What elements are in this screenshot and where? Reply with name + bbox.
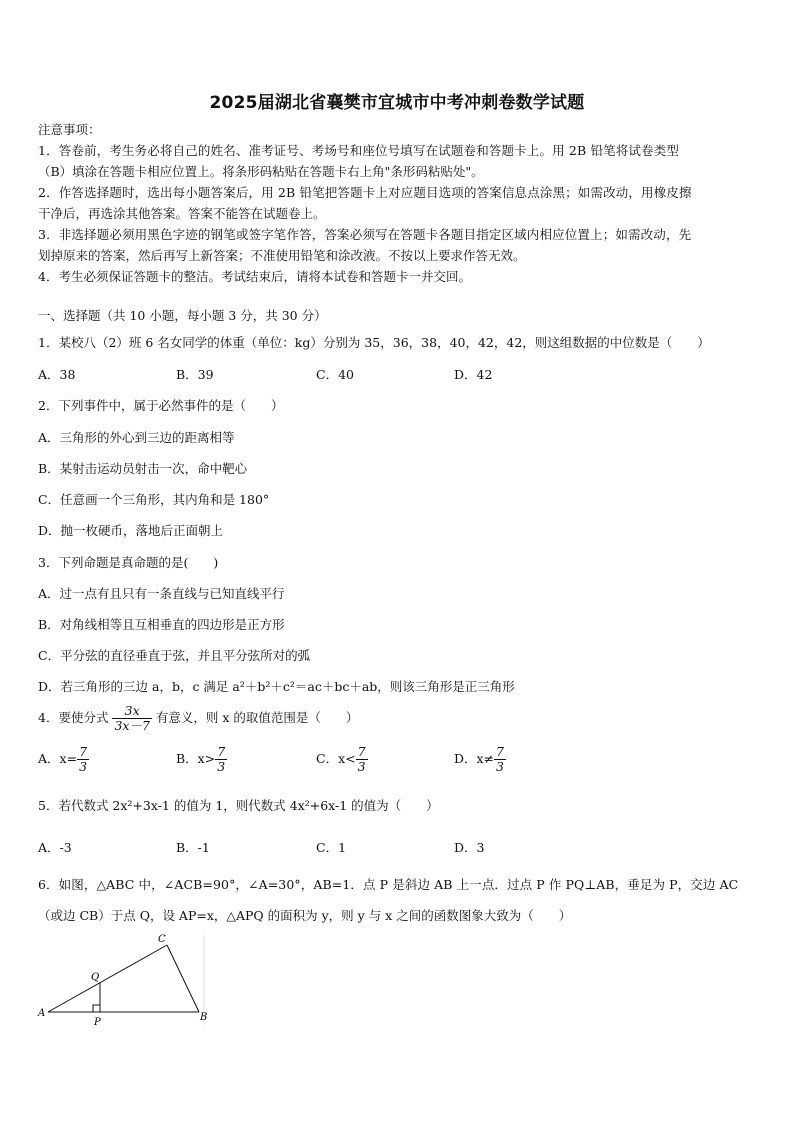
q3-option-b: B．对角线相等且互相垂直的四边形是正方形 (38, 617, 285, 632)
notice-line: 1．答卷前，考生务必将自己的姓名、准考证号、考场号和座位号填写在试题卷和答题卡上。用 2B 铅笔将试卷类型 (38, 143, 679, 158)
q5-option-a: A．-3 (38, 840, 72, 855)
q4-option-b-label: B．x> (176, 751, 216, 766)
section-heading: 一、选择题（共 10 小题，每小题 3 分，共 30 分） (38, 308, 327, 323)
q4-fraction-denominator: 3x－7 (114, 718, 150, 733)
q3-option-d: D．若三角形的三边 a，b，c 满足 a²＋b²＋c²＝ac＋bc＋ab，则该三角形是正三角形 (38, 679, 515, 694)
q5-option-b: B．-1 (176, 840, 210, 855)
side-cb (167, 945, 199, 1012)
q4-fraction-numerator: 3x (124, 703, 140, 718)
triangle-figure (34, 930, 214, 1030)
q4-option-d (454, 745, 506, 774)
q2-option-c: C．任意画一个三角形，其内角和是 180° (38, 492, 270, 507)
notice-line: 4．考生必须保证答题卡的整洁。考试结束后，请将本试卷和答题卡一并交回。 (38, 269, 471, 284)
denominator: 3 (496, 759, 504, 774)
q2-option-a: A．三角形的外心到三边的距离相等 (38, 430, 235, 445)
notice-line: 干净后，再选涂其他答案。答案不能答在试题卷上。 (38, 206, 326, 221)
q4-option-a-fraction (77, 745, 89, 774)
q1-option-c: C．40 (316, 367, 354, 382)
q5-option-c: C．1 (316, 840, 347, 855)
label-p: P (94, 1017, 101, 1028)
q4-option-c-label: C．x< (316, 751, 356, 766)
label-q: Q (91, 972, 100, 983)
notice-line: （B）填涂在答题卡相应位置上。将条形码粘贴在答题卡右上角"条形码粘贴处"。 (38, 164, 484, 179)
side-ac (48, 945, 167, 1012)
q4-option-a-label: A．x= (38, 751, 78, 766)
q4-option-b (176, 745, 227, 774)
q2-option-d: D．抛一枚硬币，落地后正面朝上 (38, 523, 224, 538)
label-c: C (158, 934, 166, 945)
q1-option-a: A．38 (38, 367, 76, 382)
page-title: 2025届湖北省襄樊市宜城市中考冲刺卷数学试题 (209, 93, 585, 113)
numerator: 7 (217, 744, 226, 759)
question-2-stem: 2．下列事件中，属于必然事件的是（ ） (38, 398, 284, 413)
notice-line: 2．作答选择题时，选出每小题答案后，用 2B 铅笔把答题卡上对应题目选项的答案信息点涂黑；如需改动，用橡皮擦 (38, 185, 692, 200)
question-4-stem (38, 704, 358, 733)
denominator: 3 (357, 759, 366, 774)
q4-option-d-label: D．x≠ (454, 751, 495, 766)
question-6-stem-line2: （或边 CB）于点 Q，设 AP=x，△APQ 的面积为 y，则 y 与 x 之间的函数图象大致为（ ） (38, 908, 572, 923)
label-a: A (38, 1008, 46, 1019)
right-angle-mark (93, 1005, 100, 1012)
notice-line: 3．非选择题必须用黑色字迹的钢笔或签字笔作答，答案必须写在答题卡各题目指定区域内相应位置上；如需改动，先 (38, 227, 692, 242)
question-1-stem: 1．某校八（2）班 6 名女同学的体重（单位：kg）分别为 35，36，38，40，42，42，则这组数据的中位数是（ ） (38, 335, 710, 350)
question-5-stem: 5．若代数式 2x²+3x-1 的值为 1，则代数式 4x²+6x-1 的值为（ ） (38, 798, 439, 813)
numerator: 7 (79, 744, 88, 759)
numerator: 7 (496, 744, 504, 759)
q5-option-d: D．3 (454, 840, 485, 855)
denominator: 3 (217, 759, 226, 774)
q4-stem-post: 有意义，则 x 的取值范围是（ ） (155, 710, 359, 725)
q4-stem-pre: 4．要使分式 (38, 710, 109, 725)
question-6-stem-line1: 6．如图，△ABC 中，∠ACB=90°，∠A=30°，AB=1．点 P 是斜边 AB 上一点．过点 P 作 PQ⊥AB，垂足为 P，交边 AC (38, 877, 739, 892)
q1-option-b: B．39 (176, 367, 214, 382)
question-3-stem: 3．下列命题是真命题的是( ) (38, 555, 219, 570)
q3-option-a: A．过一点有且只有一条直线与已知直线平行 (38, 586, 285, 601)
q2-option-b: B．某射击运动员射击一次，命中靶心 (38, 461, 248, 476)
numerator: 7 (357, 744, 366, 759)
notice-line: 划掉原来的答案，然后再写上新答案；不准使用铅笔和涂改液。不按以上要求作答无效。 (38, 248, 526, 263)
q4-fraction (112, 704, 151, 733)
label-b: B (200, 1012, 208, 1023)
q4-option-c (316, 745, 368, 774)
q4-option-d-fraction (494, 745, 506, 774)
q4-option-b-fraction (215, 745, 227, 774)
q3-option-c: C．平分弦的直径垂直于弦，并且平分弦所对的弧 (38, 648, 311, 663)
q4-option-a (38, 745, 89, 774)
q4-option-c-fraction (356, 745, 368, 774)
notice-heading: 注意事项： (38, 122, 101, 137)
denominator: 3 (79, 759, 88, 774)
q1-option-d: D．42 (454, 367, 493, 382)
